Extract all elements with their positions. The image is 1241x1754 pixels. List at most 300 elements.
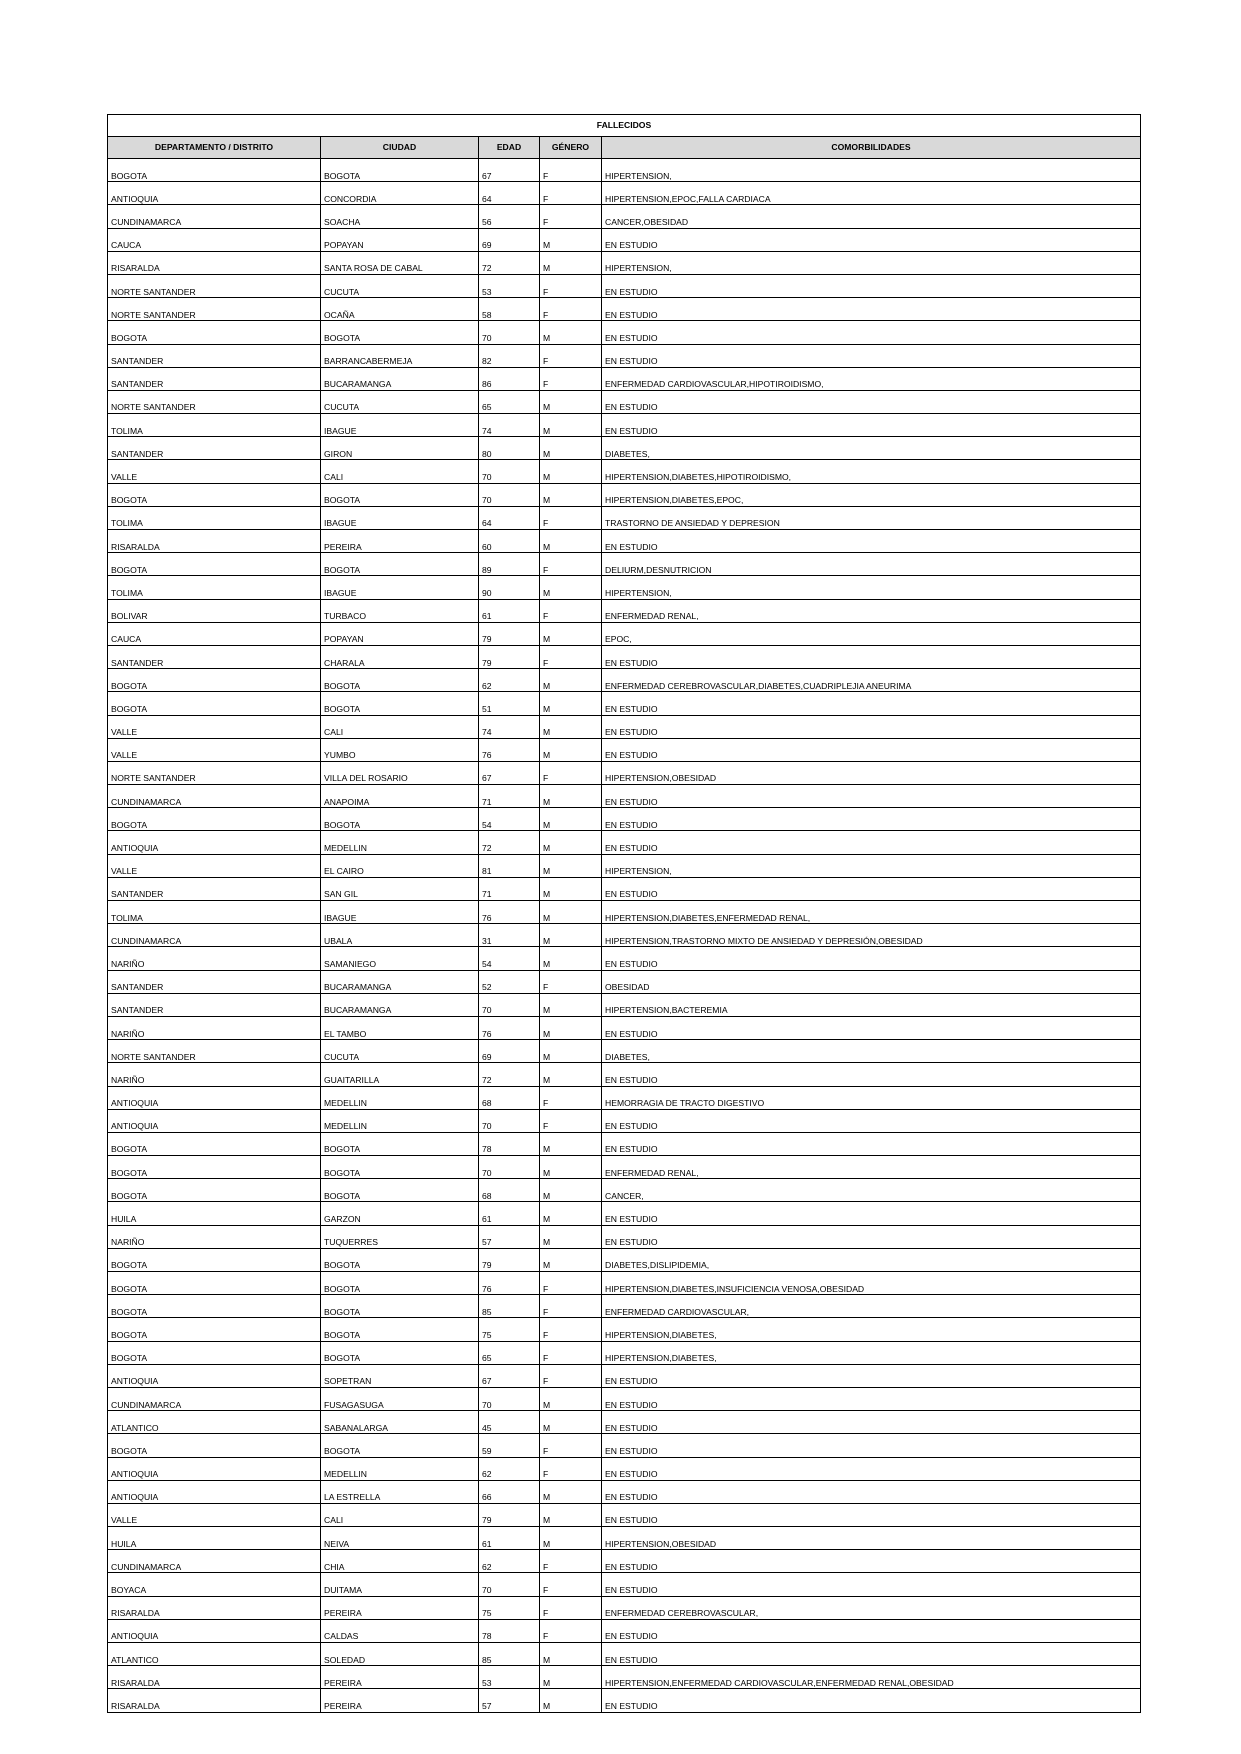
cell-departamento: RISARALDA	[108, 1666, 321, 1689]
cell-ciudad: UBALA	[321, 924, 479, 947]
table-row	[108, 1364, 1141, 1387]
table-row	[108, 576, 1141, 599]
cell-genero: M	[540, 808, 602, 831]
cell-comorbilidades: ENFERMEDAD RENAL,	[602, 1156, 1141, 1179]
cell-comorbilidades: EN ESTUDIO	[602, 785, 1141, 808]
cell-ciudad: CUCUTA	[321, 1040, 479, 1063]
cell-edad: 57	[479, 1689, 540, 1712]
cell-departamento: NARIÑO	[108, 1016, 321, 1039]
cell-edad: 74	[479, 414, 540, 437]
cell-edad: 71	[479, 877, 540, 900]
cell-genero: F	[540, 599, 602, 622]
cell-edad: 70	[479, 483, 540, 506]
column-header-row	[108, 137, 1141, 159]
table-row	[108, 506, 1141, 529]
table-row	[108, 1434, 1141, 1457]
table-row	[108, 530, 1141, 553]
table-row	[108, 1202, 1141, 1225]
cell-ciudad: EL TAMBO	[321, 1016, 479, 1039]
cell-genero: F	[540, 367, 602, 390]
cell-edad: 64	[479, 182, 540, 205]
cell-ciudad: FUSAGASUGA	[321, 1387, 479, 1410]
cell-ciudad: BUCARAMANGA	[321, 970, 479, 993]
table-row	[108, 947, 1141, 970]
table-row	[108, 1272, 1141, 1295]
table-row	[108, 831, 1141, 854]
table-row	[108, 1666, 1141, 1689]
cell-genero: M	[540, 530, 602, 553]
cell-departamento: BOGOTA	[108, 1248, 321, 1271]
table-row	[108, 1040, 1141, 1063]
cell-genero: M	[540, 1643, 602, 1666]
table-row	[108, 1225, 1141, 1248]
cell-departamento: VALLE	[108, 715, 321, 738]
table-row	[108, 159, 1141, 182]
cell-genero: M	[540, 854, 602, 877]
cell-edad: 61	[479, 1527, 540, 1550]
cell-ciudad: VILLA DEL ROSARIO	[321, 761, 479, 784]
cell-ciudad: EL CAIRO	[321, 854, 479, 877]
cell-ciudad: BOGOTA	[321, 1272, 479, 1295]
cell-genero: F	[540, 1550, 602, 1573]
cell-departamento: BOGOTA	[108, 159, 321, 182]
cell-ciudad: BOGOTA	[321, 1156, 479, 1179]
cell-ciudad: MEDELLIN	[321, 1086, 479, 1109]
table-row	[108, 1503, 1141, 1526]
table-row	[108, 321, 1141, 344]
cell-comorbilidades: EN ESTUDIO	[602, 274, 1141, 297]
table-row	[108, 274, 1141, 297]
cell-departamento: NORTE SANTANDER	[108, 298, 321, 321]
cell-genero: M	[540, 1666, 602, 1689]
cell-departamento: HUILA	[108, 1202, 321, 1225]
column-header-genero: GÉNERO	[540, 137, 602, 159]
table-row	[108, 1086, 1141, 1109]
table-row	[108, 1063, 1141, 1086]
cell-ciudad: SANTA ROSA DE CABAL	[321, 251, 479, 274]
cell-departamento: RISARALDA	[108, 1689, 321, 1712]
cell-comorbilidades: EN ESTUDIO	[602, 1132, 1141, 1155]
table-row	[108, 924, 1141, 947]
table-row	[108, 1411, 1141, 1434]
table-row	[108, 553, 1141, 576]
cell-ciudad: PEREIRA	[321, 530, 479, 553]
cell-comorbilidades: EN ESTUDIO	[602, 228, 1141, 251]
table-row	[108, 692, 1141, 715]
column-header-departamento: DEPARTAMENTO / DISTRITO	[108, 137, 321, 159]
cell-edad: 70	[479, 993, 540, 1016]
cell-departamento: ANTIOQUIA	[108, 1364, 321, 1387]
cell-departamento: BOGOTA	[108, 808, 321, 831]
cell-departamento: VALLE	[108, 854, 321, 877]
cell-comorbilidades: ENFERMEDAD CARDIOVASCULAR,HIPOTIROIDISMO,	[602, 367, 1141, 390]
cell-comorbilidades: HIPERTENSION,OBESIDAD	[602, 1527, 1141, 1550]
cell-departamento: VALLE	[108, 460, 321, 483]
cell-genero: M	[540, 785, 602, 808]
cell-ciudad: POPAYAN	[321, 228, 479, 251]
cell-departamento: CUNDINAMARCA	[108, 205, 321, 228]
cell-departamento: BOGOTA	[108, 1434, 321, 1457]
cell-ciudad: NEIVA	[321, 1527, 479, 1550]
cell-comorbilidades: EN ESTUDIO	[602, 1411, 1141, 1434]
cell-departamento: BOGOTA	[108, 321, 321, 344]
cell-ciudad: BOGOTA	[321, 1179, 479, 1202]
cell-edad: 72	[479, 831, 540, 854]
table-row	[108, 1550, 1141, 1573]
cell-genero: F	[540, 1457, 602, 1480]
cell-genero: F	[540, 553, 602, 576]
cell-edad: 66	[479, 1480, 540, 1503]
table-row	[108, 970, 1141, 993]
cell-genero: M	[540, 715, 602, 738]
cell-genero: F	[540, 1341, 602, 1364]
cell-edad: 60	[479, 530, 540, 553]
table-row	[108, 437, 1141, 460]
cell-edad: 64	[479, 506, 540, 529]
cell-departamento: ATLANTICO	[108, 1411, 321, 1434]
cell-edad: 67	[479, 159, 540, 182]
cell-comorbilidades: ENFERMEDAD CEREBROVASCULAR,DIABETES,CUADRIPLEJIA ANEURIMA	[602, 669, 1141, 692]
table-row	[108, 367, 1141, 390]
table-row	[108, 669, 1141, 692]
cell-comorbilidades: EN ESTUDIO	[602, 1016, 1141, 1039]
table-row	[108, 1179, 1141, 1202]
cell-edad: 53	[479, 1666, 540, 1689]
cell-ciudad: POPAYAN	[321, 622, 479, 645]
cell-edad: 51	[479, 692, 540, 715]
table-row	[108, 1480, 1141, 1503]
cell-comorbilidades: EN ESTUDIO	[602, 321, 1141, 344]
cell-comorbilidades: EN ESTUDIO	[602, 1573, 1141, 1596]
cell-genero: F	[540, 761, 602, 784]
cell-comorbilidades: EN ESTUDIO	[602, 1619, 1141, 1642]
cell-genero: F	[540, 159, 602, 182]
cell-ciudad: GIRON	[321, 437, 479, 460]
table-row	[108, 1457, 1141, 1480]
cell-departamento: NARIÑO	[108, 947, 321, 970]
cell-genero: M	[540, 1016, 602, 1039]
cell-genero: M	[540, 1387, 602, 1410]
cell-genero: F	[540, 205, 602, 228]
table-row	[108, 1619, 1141, 1642]
cell-departamento: CUNDINAMARCA	[108, 924, 321, 947]
cell-genero: F	[540, 298, 602, 321]
cell-comorbilidades: ENFERMEDAD CARDIOVASCULAR,	[602, 1295, 1141, 1318]
cell-edad: 45	[479, 1411, 540, 1434]
cell-genero: M	[540, 692, 602, 715]
cell-edad: 72	[479, 251, 540, 274]
cell-edad: 57	[479, 1225, 540, 1248]
cell-genero: F	[540, 344, 602, 367]
table-row	[108, 1109, 1141, 1132]
cell-genero: M	[540, 576, 602, 599]
cell-comorbilidades: EN ESTUDIO	[602, 1503, 1141, 1526]
cell-edad: 70	[479, 1109, 540, 1132]
cell-edad: 69	[479, 228, 540, 251]
table-body	[108, 159, 1141, 1713]
cell-ciudad: BOGOTA	[321, 159, 479, 182]
cell-ciudad: SAN GIL	[321, 877, 479, 900]
cell-departamento: ANTIOQUIA	[108, 182, 321, 205]
cell-comorbilidades: EN ESTUDIO	[602, 1434, 1141, 1457]
cell-edad: 75	[479, 1318, 540, 1341]
cell-ciudad: CALDAS	[321, 1619, 479, 1642]
cell-edad: 62	[479, 1457, 540, 1480]
cell-comorbilidades: HIPERTENSION,DIABETES,ENFERMEDAD RENAL,	[602, 901, 1141, 924]
cell-comorbilidades: HIPERTENSION,DIABETES,HIPOTIROIDISMO,	[602, 460, 1141, 483]
table-row	[108, 1527, 1141, 1550]
cell-edad: 70	[479, 1156, 540, 1179]
cell-ciudad: MEDELLIN	[321, 831, 479, 854]
cell-ciudad: BOGOTA	[321, 1248, 479, 1271]
cell-genero: F	[540, 274, 602, 297]
cell-edad: 67	[479, 1364, 540, 1387]
cell-edad: 62	[479, 669, 540, 692]
cell-edad: 53	[479, 274, 540, 297]
cell-departamento: BOGOTA	[108, 1272, 321, 1295]
cell-comorbilidades: EN ESTUDIO	[602, 1643, 1141, 1666]
cell-comorbilidades: EN ESTUDIO	[602, 738, 1141, 761]
cell-ciudad: MEDELLIN	[321, 1457, 479, 1480]
cell-ciudad: BOGOTA	[321, 808, 479, 831]
cell-comorbilidades: EN ESTUDIO	[602, 1225, 1141, 1248]
table-row	[108, 298, 1141, 321]
cell-comorbilidades: HIPERTENSION,EPOC,FALLA CARDIACA	[602, 182, 1141, 205]
cell-ciudad: CUCUTA	[321, 390, 479, 413]
cell-ciudad: BUCARAMANGA	[321, 367, 479, 390]
cell-edad: 71	[479, 785, 540, 808]
cell-edad: 54	[479, 808, 540, 831]
cell-comorbilidades: HIPERTENSION,ENFERMEDAD CARDIOVASCULAR,ENFERMEDAD RENAL,OBESIDAD	[602, 1666, 1141, 1689]
cell-edad: 76	[479, 901, 540, 924]
cell-genero: M	[540, 831, 602, 854]
cell-departamento: SANTANDER	[108, 970, 321, 993]
cell-edad: 90	[479, 576, 540, 599]
cell-ciudad: BUCARAMANGA	[321, 993, 479, 1016]
cell-comorbilidades: HIPERTENSION,TRASTORNO MIXTO DE ANSIEDAD Y DEPRESIÓN,OBESIDAD	[602, 924, 1141, 947]
cell-ciudad: CONCORDIA	[321, 182, 479, 205]
cell-edad: 59	[479, 1434, 540, 1457]
cell-edad: 80	[479, 437, 540, 460]
cell-genero: F	[540, 506, 602, 529]
cell-ciudad: TURBACO	[321, 599, 479, 622]
cell-ciudad: PEREIRA	[321, 1596, 479, 1619]
table-row	[108, 1573, 1141, 1596]
cell-departamento: ANTIOQUIA	[108, 1109, 321, 1132]
table-row	[108, 1318, 1141, 1341]
cell-ciudad: BOGOTA	[321, 1132, 479, 1155]
cell-departamento: NORTE SANTANDER	[108, 761, 321, 784]
cell-comorbilidades: HIPERTENSION,DIABETES,INSUFICIENCIA VENOSA,OBESIDAD	[602, 1272, 1141, 1295]
cell-edad: 79	[479, 1248, 540, 1271]
cell-genero: F	[540, 1295, 602, 1318]
cell-genero: M	[540, 924, 602, 947]
table-row	[108, 205, 1141, 228]
cell-comorbilidades: HIPERTENSION,	[602, 576, 1141, 599]
cell-comorbilidades: HIPERTENSION,	[602, 251, 1141, 274]
table-row	[108, 622, 1141, 645]
cell-departamento: NORTE SANTANDER	[108, 390, 321, 413]
cell-departamento: SANTANDER	[108, 344, 321, 367]
cell-edad: 31	[479, 924, 540, 947]
cell-departamento: RISARALDA	[108, 1596, 321, 1619]
cell-departamento: BOGOTA	[108, 1341, 321, 1364]
cell-genero: M	[540, 460, 602, 483]
table-row	[108, 1596, 1141, 1619]
table-row	[108, 182, 1141, 205]
cell-genero: M	[540, 1040, 602, 1063]
cell-genero: F	[540, 1573, 602, 1596]
cell-genero: M	[540, 1480, 602, 1503]
table-row	[108, 483, 1141, 506]
cell-genero: M	[540, 622, 602, 645]
cell-ciudad: ANAPOIMA	[321, 785, 479, 808]
cell-edad: 76	[479, 1016, 540, 1039]
cell-departamento: TOLIMA	[108, 576, 321, 599]
cell-edad: 68	[479, 1179, 540, 1202]
cell-genero: F	[540, 1434, 602, 1457]
cell-genero: M	[540, 1527, 602, 1550]
cell-comorbilidades: EPOC,	[602, 622, 1141, 645]
cell-departamento: ANTIOQUIA	[108, 1480, 321, 1503]
cell-departamento: VALLE	[108, 738, 321, 761]
table-row	[108, 993, 1141, 1016]
cell-edad: 65	[479, 1341, 540, 1364]
cell-ciudad: BOGOTA	[321, 1341, 479, 1364]
cell-edad: 79	[479, 645, 540, 668]
cell-edad: 81	[479, 854, 540, 877]
cell-edad: 70	[479, 1573, 540, 1596]
cell-comorbilidades: EN ESTUDIO	[602, 645, 1141, 668]
cell-departamento: SANTANDER	[108, 993, 321, 1016]
cell-genero: F	[540, 1086, 602, 1109]
cell-comorbilidades: TRASTORNO DE ANSIEDAD Y DEPRESION	[602, 506, 1141, 529]
cell-departamento: CUNDINAMARCA	[108, 1387, 321, 1410]
cell-comorbilidades: EN ESTUDIO	[602, 1063, 1141, 1086]
cell-genero: F	[540, 1364, 602, 1387]
cell-comorbilidades: EN ESTUDIO	[602, 1457, 1141, 1480]
cell-departamento: ANTIOQUIA	[108, 1457, 321, 1480]
cell-departamento: RISARALDA	[108, 530, 321, 553]
cell-edad: 69	[479, 1040, 540, 1063]
cell-edad: 82	[479, 344, 540, 367]
cell-ciudad: SOLEDAD	[321, 1643, 479, 1666]
cell-edad: 70	[479, 321, 540, 344]
cell-genero: F	[540, 645, 602, 668]
cell-comorbilidades: HIPERTENSION,	[602, 854, 1141, 877]
cell-comorbilidades: ENFERMEDAD CEREBROVASCULAR,	[602, 1596, 1141, 1619]
cell-ciudad: BOGOTA	[321, 1295, 479, 1318]
cell-ciudad: CHARALA	[321, 645, 479, 668]
cell-comorbilidades: EN ESTUDIO	[602, 831, 1141, 854]
cell-comorbilidades: EN ESTUDIO	[602, 530, 1141, 553]
cell-ciudad: SAMANIEGO	[321, 947, 479, 970]
cell-comorbilidades: EN ESTUDIO	[602, 1550, 1141, 1573]
cell-departamento: BOGOTA	[108, 1179, 321, 1202]
cell-comorbilidades: EN ESTUDIO	[602, 1387, 1141, 1410]
cell-genero: M	[540, 321, 602, 344]
cell-departamento: BOLIVAR	[108, 599, 321, 622]
cell-edad: 70	[479, 1387, 540, 1410]
cell-departamento: CUNDINAMARCA	[108, 785, 321, 808]
cell-genero: F	[540, 182, 602, 205]
cell-genero: M	[540, 437, 602, 460]
table-row	[108, 715, 1141, 738]
cell-ciudad: MEDELLIN	[321, 1109, 479, 1132]
cell-genero: F	[540, 1318, 602, 1341]
cell-ciudad: LA ESTRELLA	[321, 1480, 479, 1503]
table-row	[108, 877, 1141, 900]
table-row	[108, 1248, 1141, 1271]
cell-comorbilidades: EN ESTUDIO	[602, 344, 1141, 367]
cell-comorbilidades: EN ESTUDIO	[602, 947, 1141, 970]
cell-comorbilidades: CANCER,OBESIDAD	[602, 205, 1141, 228]
table-row	[108, 228, 1141, 251]
cell-ciudad: GARZON	[321, 1202, 479, 1225]
cell-genero: M	[540, 251, 602, 274]
cell-comorbilidades: EN ESTUDIO	[602, 390, 1141, 413]
table-row	[108, 738, 1141, 761]
cell-genero: M	[540, 877, 602, 900]
cell-departamento: NARIÑO	[108, 1063, 321, 1086]
table-row	[108, 1341, 1141, 1364]
cell-comorbilidades: EN ESTUDIO	[602, 1364, 1141, 1387]
cell-genero: M	[540, 1202, 602, 1225]
cell-departamento: SANTANDER	[108, 645, 321, 668]
cell-departamento: RISARALDA	[108, 251, 321, 274]
cell-edad: 72	[479, 1063, 540, 1086]
table-row	[108, 414, 1141, 437]
cell-departamento: CAUCA	[108, 622, 321, 645]
cell-departamento: BOGOTA	[108, 692, 321, 715]
table-title: FALLECIDOS	[108, 115, 1141, 137]
cell-edad: 85	[479, 1643, 540, 1666]
cell-comorbilidades: EN ESTUDIO	[602, 1689, 1141, 1712]
column-header-edad: EDAD	[479, 137, 540, 159]
cell-ciudad: BOGOTA	[321, 1434, 479, 1457]
cell-comorbilidades: EN ESTUDIO	[602, 1109, 1141, 1132]
cell-comorbilidades: EN ESTUDIO	[602, 1480, 1141, 1503]
cell-genero: M	[540, 1248, 602, 1271]
cell-genero: M	[540, 1689, 602, 1712]
table-row	[108, 1295, 1141, 1318]
cell-ciudad: DUITAMA	[321, 1573, 479, 1596]
cell-ciudad: PEREIRA	[321, 1689, 479, 1712]
table-row	[108, 808, 1141, 831]
cell-departamento: BOGOTA	[108, 1132, 321, 1155]
cell-ciudad: CALI	[321, 1503, 479, 1526]
table-row	[108, 599, 1141, 622]
cell-departamento: HUILA	[108, 1527, 321, 1550]
cell-ciudad: IBAGUE	[321, 506, 479, 529]
cell-edad: 78	[479, 1132, 540, 1155]
cell-departamento: SANTANDER	[108, 877, 321, 900]
cell-edad: 58	[479, 298, 540, 321]
cell-comorbilidades: EN ESTUDIO	[602, 877, 1141, 900]
cell-ciudad: CUCUTA	[321, 274, 479, 297]
cell-genero: M	[540, 1132, 602, 1155]
cell-departamento: VALLE	[108, 1503, 321, 1526]
cell-comorbilidades: EN ESTUDIO	[602, 692, 1141, 715]
cell-genero: M	[540, 947, 602, 970]
cell-departamento: TOLIMA	[108, 506, 321, 529]
table-row	[108, 344, 1141, 367]
cell-edad: 79	[479, 622, 540, 645]
cell-ciudad: BOGOTA	[321, 483, 479, 506]
cell-comorbilidades: HIPERTENSION,OBESIDAD	[602, 761, 1141, 784]
cell-ciudad: TUQUERRES	[321, 1225, 479, 1248]
cell-genero: M	[540, 228, 602, 251]
